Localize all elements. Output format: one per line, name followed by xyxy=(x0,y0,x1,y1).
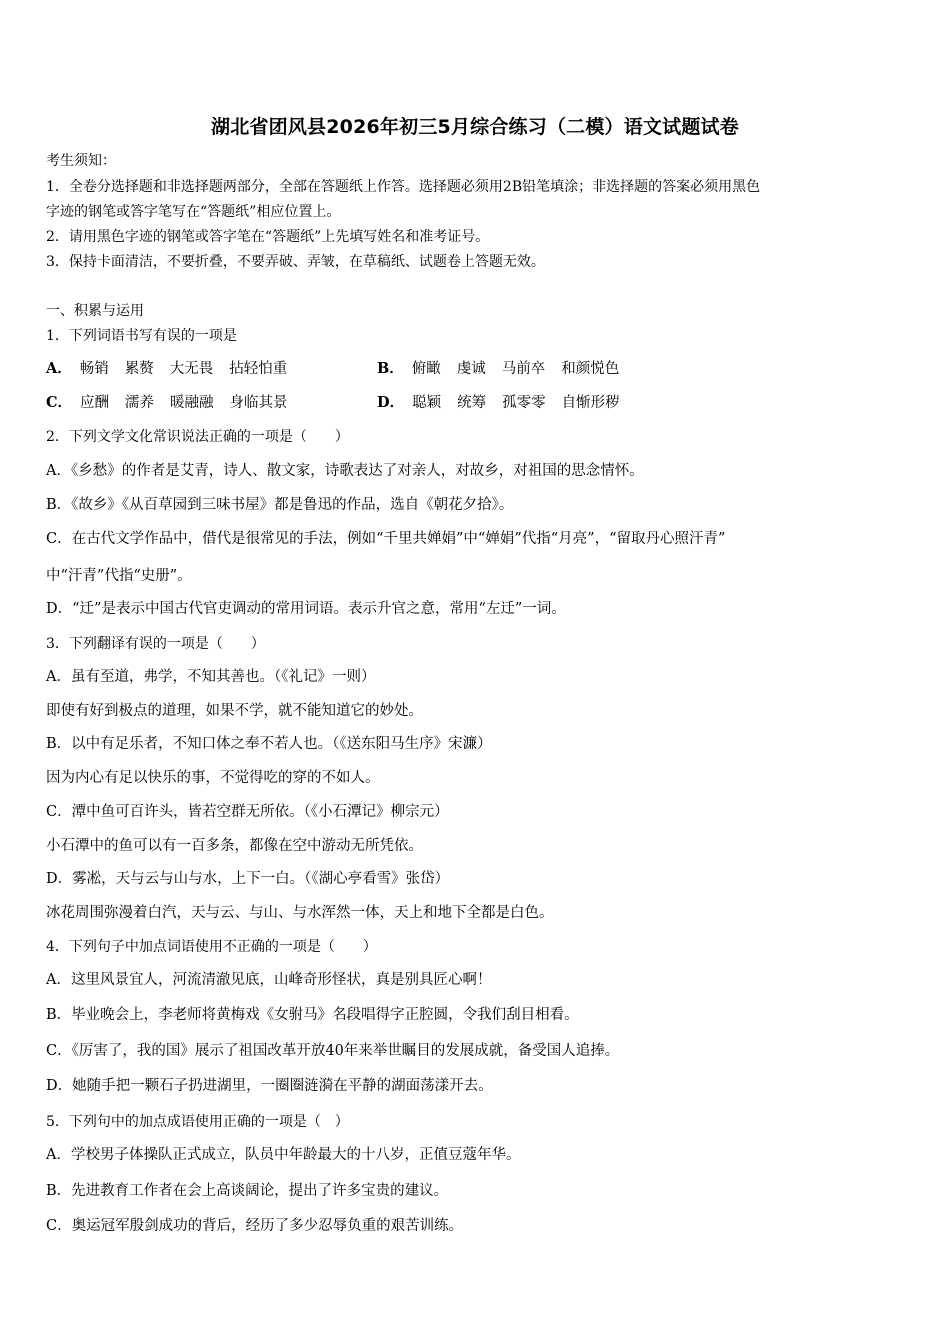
q5-option-b: B．先进教育工作者在会上高谈阔论，提出了许多宝贵的建议。 xyxy=(46,1183,449,1199)
word: 暖融融 xyxy=(170,395,214,411)
q3-option-c: C．潭中鱼可百许头，皆若空群无所依。（《小石潭记》柳宗元） xyxy=(46,804,449,820)
word: 和颜悦色 xyxy=(561,361,620,377)
q3-stem: 3．下列翻译有误的一项是（ ） xyxy=(46,636,265,652)
q4-stem: 4．下列句子中加点词语使用不正确的一项是（ ） xyxy=(46,939,377,955)
word: 孤零零 xyxy=(502,395,546,411)
q1-option-c xyxy=(46,393,304,413)
notice-item-1-cont: 字迹的钢笔或答字笔写在“答题纸”相应位置上。 xyxy=(46,204,341,220)
notice-item-3: 3．保持卡面清洁，不要折叠，不要弄破、弄皱，在草稿纸、试题卷上答题无效。 xyxy=(46,254,545,270)
word: 统筹 xyxy=(457,395,487,411)
q3-option-d-translation: 冰花周围弥漫着白汽，天与云、与山、与水浑然一体，天上和地下全都是白色。 xyxy=(46,905,554,921)
q3-option-d: D．雾凇，天与云与山与水，上下一白。（《湖心亭看雪》张岱） xyxy=(46,871,450,887)
q5-option-c: C．奥运冠军殷剑成功的背后，经历了多少忍辱负重的艰苦训练。 xyxy=(46,1218,464,1234)
option-label: D． xyxy=(377,394,405,411)
option-label: C． xyxy=(46,394,73,411)
q3-option-a: A．虽有至道，弗学，不知其善也。（《礼记》一则） xyxy=(46,669,376,685)
word: 累赘 xyxy=(124,361,154,377)
word: 拈轻怕重 xyxy=(229,361,288,377)
q1-option-a xyxy=(46,359,303,379)
option-label: B． xyxy=(377,360,404,377)
word: 俯瞰 xyxy=(411,361,441,377)
word: 聪颖 xyxy=(412,395,442,411)
notice-item-2: 2．请用黑色字迹的钢笔或答字笔在“答题纸”上先填写姓名和准考证号。 xyxy=(46,229,490,245)
q3-option-a-translation: 即使有好到极点的道理，如果不学，就不能知道它的妙处。 xyxy=(46,703,423,719)
notice-heading: 考生须知： xyxy=(46,153,116,169)
q4-option-a: A．这里风景宜人，河流清澈见底，山峰奇形怪状，真是别具匠心啊！ xyxy=(46,972,492,988)
word: 濡养 xyxy=(125,395,155,411)
q2-option-c-cont: 中“汗青”代指“史册”。 xyxy=(46,568,192,584)
word: 畅销 xyxy=(79,361,109,377)
q2-stem: 2．下列文学文化常识说法正确的一项是（ ） xyxy=(46,429,349,445)
q3-option-b: B．以中有足乐者，不知口体之奉不若人也。（《送东阳马生序》宋濂） xyxy=(46,736,492,752)
q1-stem: 1．下列词语书写有误的一项是 xyxy=(46,328,237,344)
word: 身临其景 xyxy=(229,395,288,411)
q4-option-d: D．她随手把一颗石子扔进湖里，一圈圈涟漪在平静的湖面荡漾开去。 xyxy=(46,1078,493,1094)
q4-option-b: B．毕业晚会上，李老师将黄梅戏《女驸马》名段唱得字正腔圆，令我们刮目相看。 xyxy=(46,1007,579,1023)
section-heading: 一、积累与运用 xyxy=(46,303,144,319)
word: 自惭形秽 xyxy=(561,395,620,411)
q1-option-d xyxy=(377,393,636,413)
q1-option-b xyxy=(377,359,635,379)
word: 应酬 xyxy=(80,395,110,411)
q5-option-a: A．学校男子体操队正式成立，队员中年龄最大的十八岁，正值豆蔻年华。 xyxy=(46,1147,521,1163)
notice-item-1: 1．全卷分选择题和非选择题两部分，全部在答题纸上作答。选择题必须用2B铅笔填涂；非选择题的答案必须用黑色 xyxy=(46,179,761,195)
q2-option-b: B．《故乡》《从百草园到三味书屋》都是鲁迅的作品，选自《朝花夕拾》。 xyxy=(46,497,514,513)
q5-stem: 5．下列句中的加点成语使用正确的一项是（ ） xyxy=(46,1114,349,1130)
word: 马前卒 xyxy=(501,361,546,377)
word: 大无畏 xyxy=(169,361,214,377)
q3-option-c-translation: 小石潭中的鱼可以有一百多条，都像在空中游动无所凭依。 xyxy=(46,838,423,854)
q2-option-c: C．在古代文学作品中，借代是很常见的手法，例如“千里共婵娟”中“婵娟”代指“月亮”，“留取丹心照汗青” xyxy=(46,531,726,547)
q2-option-a: A．《乡愁》的作者是艾青，诗人、散文家，诗歌表达了对亲人，对故乡，对祖国的思念情怀。 xyxy=(46,463,644,479)
option-label: A． xyxy=(46,360,72,377)
q2-option-d: D．“迁”是表示中国古代官吏调动的常用词语。表示升官之意，常用“左迁”一词。 xyxy=(46,601,566,617)
word: 虔诚 xyxy=(456,361,486,377)
q4-option-c: C．《厉害了，我的国》展示了祖国改革开放40年来举世瞩目的发展成就，备受国人追捧。 xyxy=(46,1043,620,1059)
q3-option-b-translation: 因为内心有足以快乐的事，不觉得吃的穿的不如人。 xyxy=(46,770,380,786)
page-title: 湖北省团风县2026年初三5月综合练习（二模）语文试题试卷 xyxy=(211,116,739,138)
